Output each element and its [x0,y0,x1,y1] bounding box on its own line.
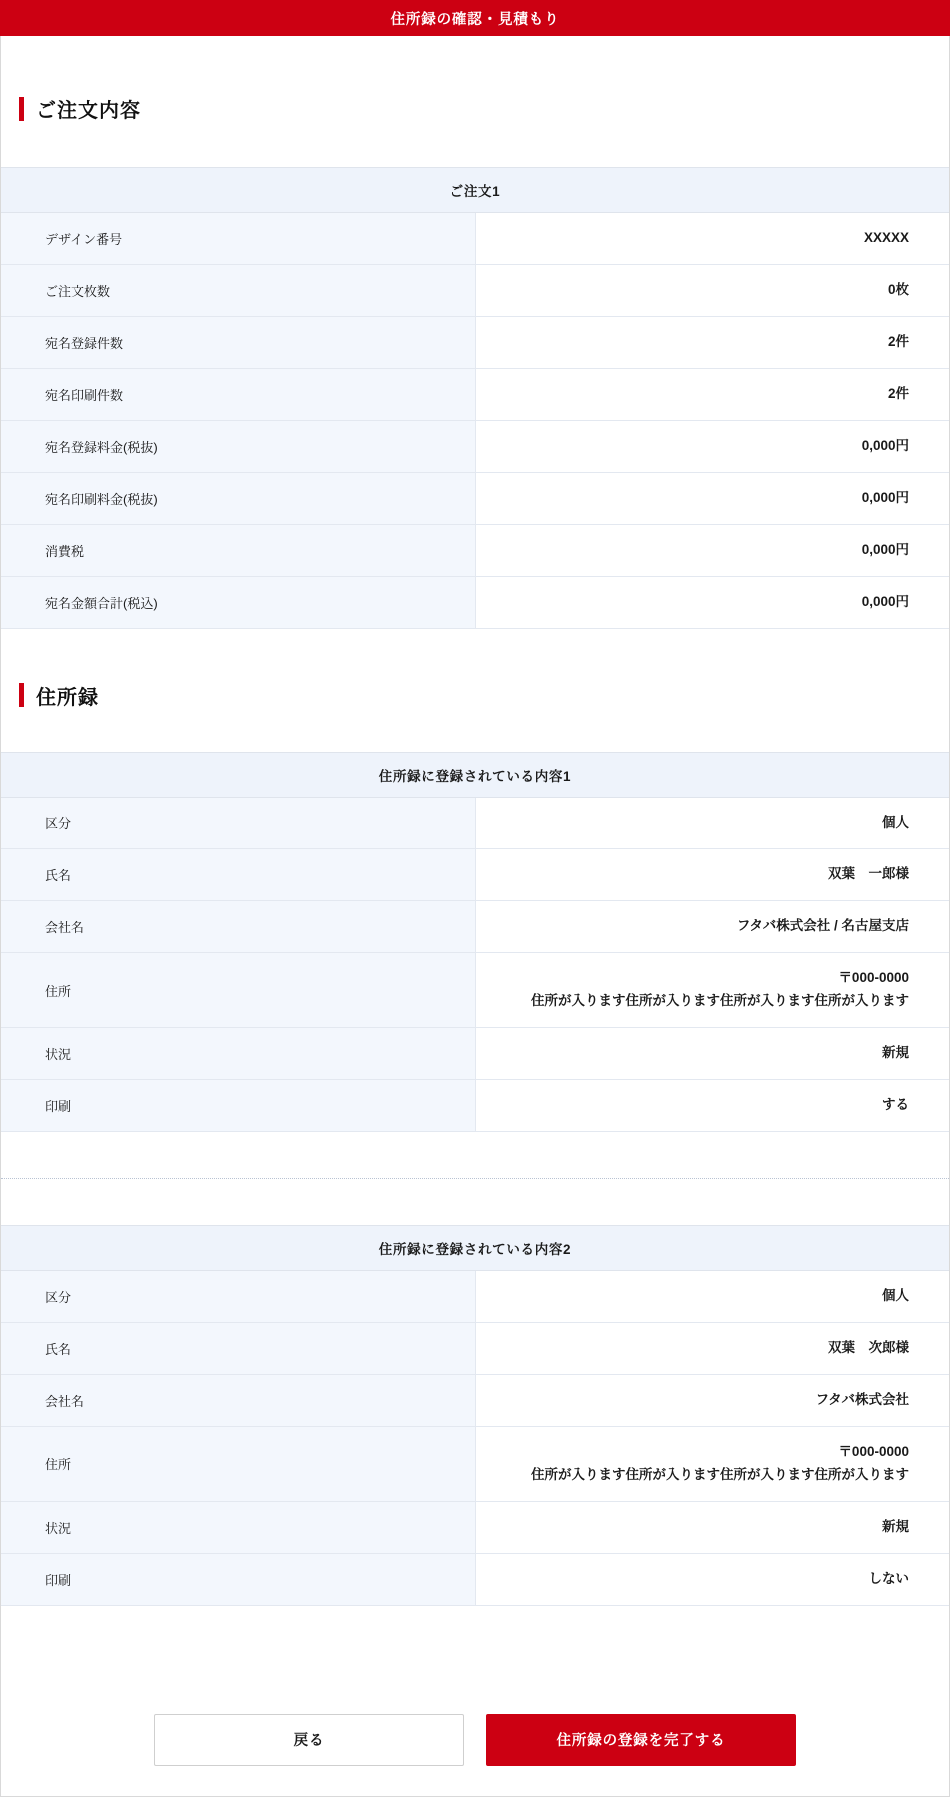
row-label: 宛名登録料金(税抜) [1,420,475,472]
address-table-caption: 住所録に登録されている内容1 [1,752,949,797]
table-row [1,264,949,316]
section-heading-address [1,681,949,710]
section-accent-bar-icon [19,683,24,707]
row-label: 住所 [1,1426,475,1501]
row-value: フタバ株式会社 / 名古屋支店 [475,901,949,953]
table-row [1,472,949,524]
row-value: XXXXX [475,213,949,265]
postal-code: 〒000-0000 [838,1443,909,1459]
row-value: 0,000円 [475,472,949,524]
row-label: 印刷 [1,1553,475,1605]
table-row [1,1374,949,1426]
table-row [1,316,949,368]
row-label: 会社名 [1,901,475,953]
address-table [1,1225,949,1606]
row-value: 0枚 [475,264,949,316]
row-value: 2件 [475,368,949,420]
row-label: 状況 [1,1028,475,1080]
table-row [1,420,949,472]
table-row [1,1080,949,1132]
row-label: 宛名金額合計(税込) [1,576,475,628]
page-header-title: 住所録の確認・見積もり [390,11,560,28]
row-value: 双葉 次郎様 [475,1323,949,1375]
spacer-between-address-books [1,1179,949,1225]
table-row [1,213,949,265]
section-title-address: 住所録 [36,686,99,709]
row-value: 0,000円 [475,576,949,628]
row-label: 氏名 [1,849,475,901]
spacer-address-top [1,710,949,752]
row-label: 印刷 [1,1080,475,1132]
table-row [1,849,949,901]
address-table-caption: 住所録に登録されている内容2 [1,1226,949,1271]
row-value: しない [475,1553,949,1605]
table-row-address [1,1426,949,1501]
row-value-address [475,1426,949,1501]
address-text: 住所が入ります住所が入ります住所が入ります住所が入ります [531,1466,909,1482]
row-label: 宛名登録件数 [1,316,475,368]
table-row [1,576,949,628]
section-accent-bar-icon [19,97,24,121]
row-value: 個人 [475,797,949,849]
address-book-2 [1,1225,949,1606]
row-value: 新規 [475,1501,949,1553]
spacer-order-top [1,123,949,167]
table-row-address [1,953,949,1028]
row-value: 2件 [475,316,949,368]
table-caption-row [1,1226,949,1271]
row-value: 0,000円 [475,420,949,472]
table-row [1,797,949,849]
row-value: する [475,1080,949,1132]
table-row [1,1553,949,1605]
section-heading-order [1,94,949,123]
complete-registration-button[interactable]: 住所録の登録を完了する [486,1714,796,1766]
row-label: 氏名 [1,1323,475,1375]
table-caption-row [1,752,949,797]
table-caption-row [1,168,949,213]
table-row [1,1323,949,1375]
page-header-bar [0,0,950,36]
table-row [1,368,949,420]
section-title-order: ご注文内容 [36,100,141,122]
table-row [1,1501,949,1553]
footer-button-row [1,1714,949,1796]
row-value: 新規 [475,1028,949,1080]
row-label: 宛名印刷件数 [1,368,475,420]
page-content [0,36,950,1797]
table-row [1,1028,949,1080]
table-row [1,524,949,576]
row-label: ご注文枚数 [1,264,475,316]
row-label: 会社名 [1,1374,475,1426]
address-table [1,752,949,1133]
address-book-1 [1,752,949,1133]
row-value: フタバ株式会社 [475,1374,949,1426]
table-row [1,1271,949,1323]
address-text: 住所が入ります住所が入ります住所が入ります住所が入ります [531,993,909,1009]
row-value: 個人 [475,1271,949,1323]
row-label: 区分 [1,797,475,849]
row-value-address [475,953,949,1028]
row-label: 住所 [1,953,475,1028]
row-label: 状況 [1,1501,475,1553]
row-label: 区分 [1,1271,475,1323]
row-value: 0,000円 [475,524,949,576]
order-table-caption: ご注文1 [1,168,949,213]
order-table-wrap [1,167,949,629]
spacer-before-buttons [1,1606,949,1714]
postal-code: 〒000-0000 [838,970,909,986]
row-value: 双葉 一郎様 [475,849,949,901]
row-label: 宛名印刷料金(税抜) [1,472,475,524]
row-label: デザイン番号 [1,213,475,265]
row-label: 消費税 [1,524,475,576]
back-button[interactable]: 戻る [154,1714,464,1766]
order-table [1,167,949,629]
table-row [1,901,949,953]
